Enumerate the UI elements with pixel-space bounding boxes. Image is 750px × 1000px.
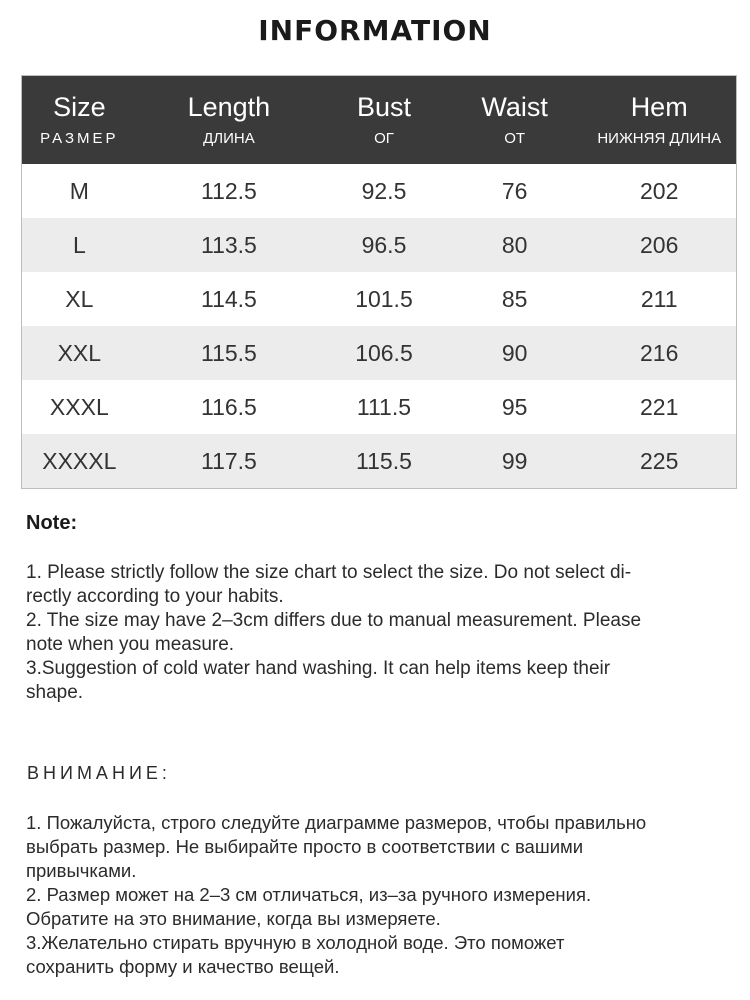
note-line: 1. Please strictly follow the size chart to select the size. Do not select di- <box>26 562 632 583</box>
note-line: note when you measure. <box>26 634 235 655</box>
header-sub-label: РАЗМЕР <box>40 130 119 147</box>
cell-bust: 106.5 <box>355 339 413 366</box>
table-row <box>22 164 736 218</box>
table-row <box>22 272 736 326</box>
ru-note-line: выбрать размер. Не выбирайте просто в соответствии с вашими <box>26 836 584 857</box>
table-row <box>22 326 736 380</box>
cell-length: 115.5 <box>200 339 257 366</box>
cell-waist: 99 <box>501 447 528 474</box>
table-header <box>22 76 736 164</box>
cell-bust: 101.5 <box>355 285 413 312</box>
page-title: INFORMATION <box>258 14 492 47</box>
note-title: Note: <box>26 512 78 534</box>
header-size <box>22 76 137 164</box>
header-sub-label: ДЛИНА <box>203 130 255 147</box>
header-main-label: Size <box>53 92 106 122</box>
note-line: 3.Suggestion of cold water hand washing. It can help items keep their <box>26 658 611 679</box>
ru-note-line: сохранить форму и качество вещей. <box>26 956 340 977</box>
header-main-label: Bust <box>356 92 411 122</box>
note-line: 2. The size may have 2–3cm differs due to manual measurement. Please <box>26 610 642 631</box>
cell-size: M <box>69 177 89 204</box>
cell-hem: 202 <box>640 177 679 204</box>
table-row <box>22 434 736 488</box>
cell-size: XXXXL <box>42 447 117 474</box>
cell-waist: 95 <box>501 393 528 420</box>
note-text <box>26 561 726 705</box>
cell-hem: 211 <box>640 285 678 312</box>
table-row <box>22 218 736 272</box>
cell-hem: 221 <box>640 393 679 420</box>
cell-bust: 115.5 <box>356 447 412 474</box>
cell-length: 117.5 <box>200 447 257 474</box>
size-chart-table <box>21 75 737 489</box>
header-sub-label: НИЖНЯЯ ДЛИНА <box>597 130 722 147</box>
cell-size: L <box>72 231 86 258</box>
header-sub-label: ОТ <box>504 130 526 147</box>
cell-waist: 80 <box>501 231 528 258</box>
note-line: rectly according to your habits. <box>26 586 284 607</box>
header-hem <box>582 76 736 164</box>
cell-bust: 96.5 <box>361 231 407 258</box>
cell-waist: 76 <box>501 177 528 204</box>
header-main-label: Length <box>187 92 271 122</box>
header-bust <box>321 76 447 164</box>
header-sub-label: ОГ <box>374 130 394 147</box>
cell-hem: 216 <box>640 339 679 366</box>
table-row <box>22 380 736 434</box>
note-line: shape. <box>26 682 84 703</box>
header-main-label: Hem <box>630 92 688 122</box>
cell-size: XXL <box>57 339 102 366</box>
ru-note-line: привычками. <box>26 860 137 881</box>
ru-note-line: 1. Пожалуйста, строго следуйте диаграмме размеров, чтобы правильно <box>26 812 647 833</box>
ru-note-line: 3.Желательно стирать вручную в холодной воде. Это поможет <box>26 932 565 953</box>
cell-waist: 90 <box>501 339 528 366</box>
header-waist <box>447 76 583 164</box>
cell-size: XL <box>65 285 94 312</box>
ru-note-text <box>26 811 731 979</box>
ru-note-title: ВНИМАНИЕ: <box>27 763 171 783</box>
header-length <box>137 76 321 164</box>
cell-waist: 85 <box>501 285 528 312</box>
cell-hem: 206 <box>640 231 679 258</box>
cell-length: 113.5 <box>200 231 257 258</box>
cell-bust: 111.5 <box>356 393 412 420</box>
header-main-label: Waist <box>481 92 548 122</box>
cell-length: 112.5 <box>200 177 257 204</box>
ru-note-line: 2. Размер может на 2–3 см отличаться, из–за ручного измерения. <box>26 884 592 905</box>
cell-size: XXXL <box>49 393 109 420</box>
cell-bust: 92.5 <box>361 177 407 204</box>
ru-note-line: Обратите на это внимание, когда вы измеряете. <box>26 908 441 929</box>
cell-length: 114.5 <box>200 285 257 312</box>
cell-hem: 225 <box>640 447 679 474</box>
cell-length: 116.5 <box>200 393 257 420</box>
